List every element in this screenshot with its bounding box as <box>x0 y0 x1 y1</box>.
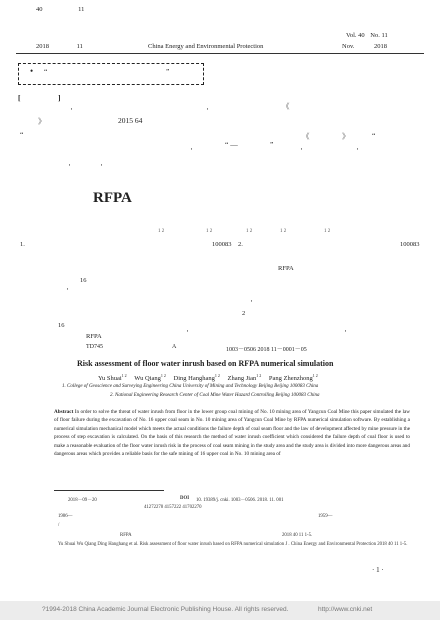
footer-copyright: ?1994-2018 China Academic Journal Electronic Publishing House. All rights reserved. <box>42 606 289 613</box>
article-id: 1003－0506 2018 11－0001－05 <box>226 347 307 353</box>
header-vol-no <box>346 32 388 39</box>
right-bracket: ] <box>58 93 61 102</box>
fragment-open-book: 《 <box>282 102 290 111</box>
author-2-name: Wu Qiang <box>134 375 161 383</box>
dot-1: · <box>70 104 73 114</box>
dot-11: · <box>344 326 347 336</box>
left-bracket: [ <box>18 93 21 102</box>
footnote-citation-en: Yu Shuai Wu Qiang Ding Hanghang et al. Risk assessment of floor water inrush based on RFPA numerical simulation J . China Energy and Environmental Protection 2018 40 11 1-5. <box>58 542 408 547</box>
header-journal-en: China Energy and Environmental Protection <box>148 43 264 50</box>
header-vol: Vol. 40 <box>346 32 365 39</box>
fragment-book-open-2: 《 <box>302 132 310 141</box>
footnote-received: 2018－09－20 <box>68 498 97 503</box>
author-4-name: Zhang Jian <box>227 375 257 383</box>
header-volume-cn <box>36 6 84 13</box>
cn-affil-postcode-2: 100083 <box>400 241 420 248</box>
fragment-quote-1: “ <box>20 130 24 139</box>
page-number: · 1 · <box>372 566 384 574</box>
header-rule <box>16 53 424 54</box>
author-2-sup: 1 2 <box>160 373 166 378</box>
dot-4: · <box>300 144 303 154</box>
author-5-name: Pang Zhenzhong <box>268 375 313 383</box>
footer-url[interactable]: http://www.cnki.net <box>318 606 373 613</box>
header-left-bottom-1: 2018 <box>36 43 49 50</box>
box-close-quote: ” <box>166 67 170 76</box>
dot-3: · <box>190 144 193 154</box>
cn-affil-postcode-1: 100083 <box>212 241 232 248</box>
header-left-top-2: 11 <box>78 6 85 13</box>
box-open-quote: “ <box>44 67 48 76</box>
header-month-year <box>342 43 387 50</box>
author-3-name: Ding Hanghang <box>173 375 215 383</box>
footnote-cite-rfpa: RFPA <box>120 533 132 538</box>
en-authors <box>98 373 318 382</box>
header-left-top-1: 40 <box>36 6 43 13</box>
fragment-close-book: 》 <box>38 117 46 126</box>
cn-author-sup-3: 1 2 <box>246 229 253 234</box>
fragment-quote-2: “ <box>372 131 376 140</box>
cn-affil-2-num: 2. <box>238 241 243 248</box>
abstract-body: In order to solve the threat of water inrush from floor in the lower group coal mining of No. 10 mining area of Yangcun Coal Mine this paper simulated the law of floor failure during the excavation of No. 16 upper coal seam in No. 10 mining area of Yangcun Coal Mine by RFPA numerical simulation software. By establishing a numerical simulation mechanical model which meets the actual conditions the failure depth of coal seam floor and the law of development affected by mine pressure in the process of step excavation is calculated. On the basis of this research the method of water inrush coefficient which considered the failure depth of coal floor is used to make a reasonable evaluation of the floor water inrush risk in the process of coal seam mining in the study area and the study area is divided into more dangerous areas and dangerous areas which provides a reliable basis for the safe mining of 16 upper coal in No. 10 mining area of <box>54 409 411 458</box>
document-code: A <box>172 344 177 350</box>
dot-7: · <box>100 160 103 170</box>
footer-band <box>0 601 440 620</box>
author-5-sup: 1 2 <box>312 373 318 378</box>
cn-author-sup-2: 1 2 <box>206 229 213 234</box>
dot-9: · <box>250 296 253 306</box>
header-date-cn <box>36 43 83 50</box>
header-left-bottom-2: 11 <box>76 43 83 50</box>
footnote-doi-label: DOI <box>180 496 190 501</box>
cn-abstract-16b: 16 <box>58 322 65 329</box>
footnote-grants: 41272278 4157222 41702270 <box>144 505 202 510</box>
header-month: Nov. <box>342 43 355 50</box>
header-no: No. 11 <box>370 32 388 39</box>
fragment-book-close-2: 》 <box>342 132 350 141</box>
cn-abstract-2: 2 <box>242 310 246 317</box>
header-year: 2018 <box>374 43 388 50</box>
dot-10: · <box>186 326 189 336</box>
footnote-slash: / <box>58 523 60 528</box>
cn-abstract-16: 16 <box>80 277 87 284</box>
cn-abstract-rfpa-2: RFPA <box>86 333 102 340</box>
footnote-born-2: 1959— <box>318 514 333 519</box>
dot-2: · <box>206 104 209 114</box>
footnote-rule <box>54 490 164 491</box>
cn-affil-1-num: 1. <box>20 241 25 248</box>
footnote-cite-tail: 2018 40 11 1-5. <box>282 533 313 538</box>
en-title: Risk assessment of floor water inrush based on RFPA numerical simulation <box>77 359 334 368</box>
fragment-quote-close: ” <box>270 140 274 149</box>
en-abstract <box>54 408 410 458</box>
footnote-doi: 10. 19389/j. cnki. 1003－0506. 2018. 11. 001 <box>196 498 284 503</box>
dot-5: · <box>356 144 359 154</box>
fragment-quote-dash: “ — <box>225 140 238 149</box>
author-1-name: Yu Shuai <box>98 375 122 383</box>
cn-author-sup-5: 1 2 <box>324 229 331 234</box>
cn-author-sup-4: 1 2 <box>280 229 287 234</box>
footnote-born-1: 1986— <box>58 514 73 519</box>
author-1-sup: 1 2 <box>121 373 127 378</box>
dot-6: · <box>68 160 71 170</box>
fragment-year-num: 2015 64 <box>118 116 143 125</box>
dot-8: · <box>66 284 69 294</box>
author-3-sup: 1 2 <box>214 373 220 378</box>
cn-author-sup-1: 1 2 <box>158 229 165 234</box>
en-affiliation-2: 2. National Engineering Research Center of Coal Mine Water Hazard Controlling Beijing 100083 China <box>110 393 320 398</box>
clc-number: TD745 <box>86 344 103 350</box>
author-4-sup: 1 2 <box>256 373 262 378</box>
abstract-label: Abstract <box>54 409 74 415</box>
box-bullet: • <box>30 66 34 76</box>
en-affiliation-1: 1. College of Geoscience and Surveying Engineering China University of Mining and Technology Beijing Beijing 100083 China <box>62 384 319 389</box>
cn-abstract-rfpa: RFPA <box>278 265 294 272</box>
cn-title: RFPA <box>93 190 132 206</box>
